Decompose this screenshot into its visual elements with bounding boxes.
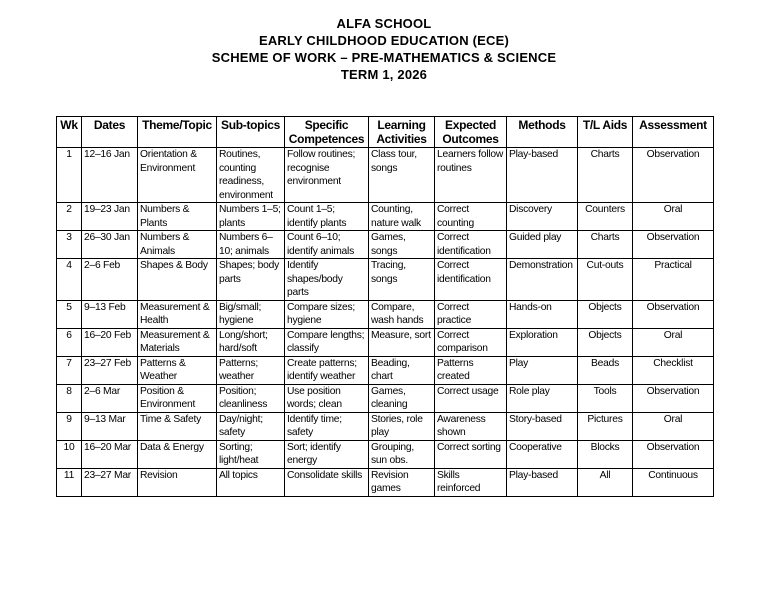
- table-cell: Observation: [633, 300, 714, 328]
- table-cell: 10: [57, 440, 82, 468]
- table-cell: Exploration: [507, 328, 578, 356]
- column-header: Sub-topics: [217, 117, 285, 148]
- table-cell: Counting, nature walk: [369, 203, 435, 231]
- table-cell: 2: [57, 203, 82, 231]
- table-cell: Skills reinforced: [435, 468, 507, 496]
- table-cell: Guided play: [507, 231, 578, 259]
- column-header: Theme/Topic: [138, 117, 217, 148]
- table-row: [57, 412, 714, 440]
- table-cell: 23–27 Feb: [82, 356, 138, 384]
- table-cell: Correct identification: [435, 231, 507, 259]
- column-header: Expected Outcomes: [435, 117, 507, 148]
- table-cell: Patterns & Weather: [138, 356, 217, 384]
- table-cell: Continuous: [633, 468, 714, 496]
- table-cell: 5: [57, 300, 82, 328]
- table-cell: 3: [57, 231, 82, 259]
- table-cell: Revision: [138, 468, 217, 496]
- table-cell: Day/night; safety: [217, 412, 285, 440]
- table-cell: Observation: [633, 384, 714, 412]
- table-cell: Oral: [633, 328, 714, 356]
- table-cell: Hands-on: [507, 300, 578, 328]
- table-cell: Count 1–5; identify plants: [285, 203, 369, 231]
- column-header: Methods: [507, 117, 578, 148]
- table-cell: 1: [57, 148, 82, 203]
- table-cell: 9–13 Feb: [82, 300, 138, 328]
- table-cell: Correct usage: [435, 384, 507, 412]
- table-cell: Practical: [633, 259, 714, 301]
- table-cell: 9–13 Mar: [82, 412, 138, 440]
- table-cell: Compare lengths; classify: [285, 328, 369, 356]
- table-cell: Correct identification: [435, 259, 507, 301]
- table-row: [57, 231, 714, 259]
- table-cell: Class tour, songs: [369, 148, 435, 203]
- table-cell: Position & Environment: [138, 384, 217, 412]
- table-cell: 23–27 Mar: [82, 468, 138, 496]
- table-cell: 16–20 Feb: [82, 328, 138, 356]
- table-cell: Sorting; light/heat: [217, 440, 285, 468]
- table-cell: Create patterns; identify weather: [285, 356, 369, 384]
- table-cell: 4: [57, 259, 82, 301]
- table-cell: Sort; identify energy: [285, 440, 369, 468]
- table-cell: 8: [57, 384, 82, 412]
- table-row: [57, 468, 714, 496]
- table-cell: Long/short; hard/soft: [217, 328, 285, 356]
- table-cell: 12–16 Jan: [82, 148, 138, 203]
- document-header: [0, 15, 768, 83]
- column-header: Wk: [57, 117, 82, 148]
- table-cell: 2–6 Mar: [82, 384, 138, 412]
- table-cell: 26–30 Jan: [82, 231, 138, 259]
- column-header: T/L Aids: [578, 117, 633, 148]
- table-cell: Learners follow routines: [435, 148, 507, 203]
- table-cell: 16–20 Mar: [82, 440, 138, 468]
- table-cell: Measure, sort: [369, 328, 435, 356]
- table-cell: Observation: [633, 148, 714, 203]
- table-row: [57, 259, 714, 301]
- table-cell: Cut-outs: [578, 259, 633, 301]
- table-cell: Objects: [578, 328, 633, 356]
- table-cell: Big/small; hygiene: [217, 300, 285, 328]
- table-cell: Tracing, songs: [369, 259, 435, 301]
- table-cell: All: [578, 468, 633, 496]
- table-cell: Charts: [578, 231, 633, 259]
- table-cell: Checklist: [633, 356, 714, 384]
- table-cell: Measurement & Health: [138, 300, 217, 328]
- table-cell: Numbers & Plants: [138, 203, 217, 231]
- table-row: [57, 148, 714, 203]
- table-cell: Correct counting: [435, 203, 507, 231]
- table-cell: Orientation & Environment: [138, 148, 217, 203]
- table-cell: 11: [57, 468, 82, 496]
- table-cell: Measurement & Materials: [138, 328, 217, 356]
- table-cell: Beading, chart: [369, 356, 435, 384]
- table-cell: Numbers 1–5; plants: [217, 203, 285, 231]
- table-cell: Stories, role play: [369, 412, 435, 440]
- table-cell: Pictures: [578, 412, 633, 440]
- term-title: TERM 1, 2026: [340, 67, 428, 82]
- table-row: [57, 384, 714, 412]
- table-cell: Counters: [578, 203, 633, 231]
- table-cell: Count 6–10; identify animals: [285, 231, 369, 259]
- table-cell: Shapes & Body: [138, 259, 217, 301]
- table-cell: 19–23 Jan: [82, 203, 138, 231]
- column-header: Learning Activities: [369, 117, 435, 148]
- table-cell: Play: [507, 356, 578, 384]
- column-header: Specific Competences: [285, 117, 369, 148]
- table-row: [57, 356, 714, 384]
- table-cell: Play-based: [507, 148, 578, 203]
- column-header: Dates: [82, 117, 138, 148]
- table-row: [57, 328, 714, 356]
- program-title: EARLY CHILDHOOD EDUCATION (ECE): [258, 33, 510, 48]
- table-cell: Observation: [633, 440, 714, 468]
- table-cell: Follow routines; recognise environment: [285, 148, 369, 203]
- table-cell: Identify time; safety: [285, 412, 369, 440]
- table-cell: Compare sizes; hygiene: [285, 300, 369, 328]
- table-cell: Grouping, sun obs.: [369, 440, 435, 468]
- table-cell: Identify shapes/body parts: [285, 259, 369, 301]
- table-cell: Numbers 6–10; animals: [217, 231, 285, 259]
- table-cell: Games, cleaning: [369, 384, 435, 412]
- table-cell: Charts: [578, 148, 633, 203]
- table-header-row: [57, 117, 714, 148]
- table-cell: Patterns; weather: [217, 356, 285, 384]
- table-cell: Games, songs: [369, 231, 435, 259]
- table-cell: All topics: [217, 468, 285, 496]
- column-header: Assessment: [633, 117, 714, 148]
- table-cell: Numbers & Animals: [138, 231, 217, 259]
- table-row: [57, 300, 714, 328]
- table-cell: Correct practice: [435, 300, 507, 328]
- table-cell: Blocks: [578, 440, 633, 468]
- table-cell: 6: [57, 328, 82, 356]
- table-cell: Cooperative: [507, 440, 578, 468]
- table-cell: Observation: [633, 231, 714, 259]
- table-cell: Correct sorting: [435, 440, 507, 468]
- table-row: [57, 203, 714, 231]
- table-cell: Compare, wash hands: [369, 300, 435, 328]
- table-cell: 2–6 Feb: [82, 259, 138, 301]
- table-cell: Position; cleanliness: [217, 384, 285, 412]
- table-cell: Oral: [633, 203, 714, 231]
- school-name: ALFA SCHOOL: [336, 16, 432, 31]
- table-row: [57, 440, 714, 468]
- table-cell: Discovery: [507, 203, 578, 231]
- table-cell: Consolidate skills: [285, 468, 369, 496]
- table-cell: Beads: [578, 356, 633, 384]
- table-cell: Shapes; body parts: [217, 259, 285, 301]
- table-cell: Oral: [633, 412, 714, 440]
- table-cell: Role play: [507, 384, 578, 412]
- table-cell: Awareness shown: [435, 412, 507, 440]
- table-cell: Tools: [578, 384, 633, 412]
- scheme-of-work-table: [56, 116, 714, 497]
- table-cell: Demonstration: [507, 259, 578, 301]
- table-body: [57, 148, 714, 497]
- table-cell: Routines, counting readiness, environment: [217, 148, 285, 203]
- table-cell: Objects: [578, 300, 633, 328]
- table-cell: 7: [57, 356, 82, 384]
- table-cell: Play-based: [507, 468, 578, 496]
- table-cell: Time & Safety: [138, 412, 217, 440]
- table-cell: Data & Energy: [138, 440, 217, 468]
- table-cell: Revision games: [369, 468, 435, 496]
- scheme-title: SCHEME OF WORK – PRE-MATHEMATICS & SCIENCE: [211, 50, 557, 65]
- table-cell: Patterns created: [435, 356, 507, 384]
- table-cell: Story-based: [507, 412, 578, 440]
- table-cell: 9: [57, 412, 82, 440]
- table-cell: Correct comparison: [435, 328, 507, 356]
- table-cell: Use position words; clean: [285, 384, 369, 412]
